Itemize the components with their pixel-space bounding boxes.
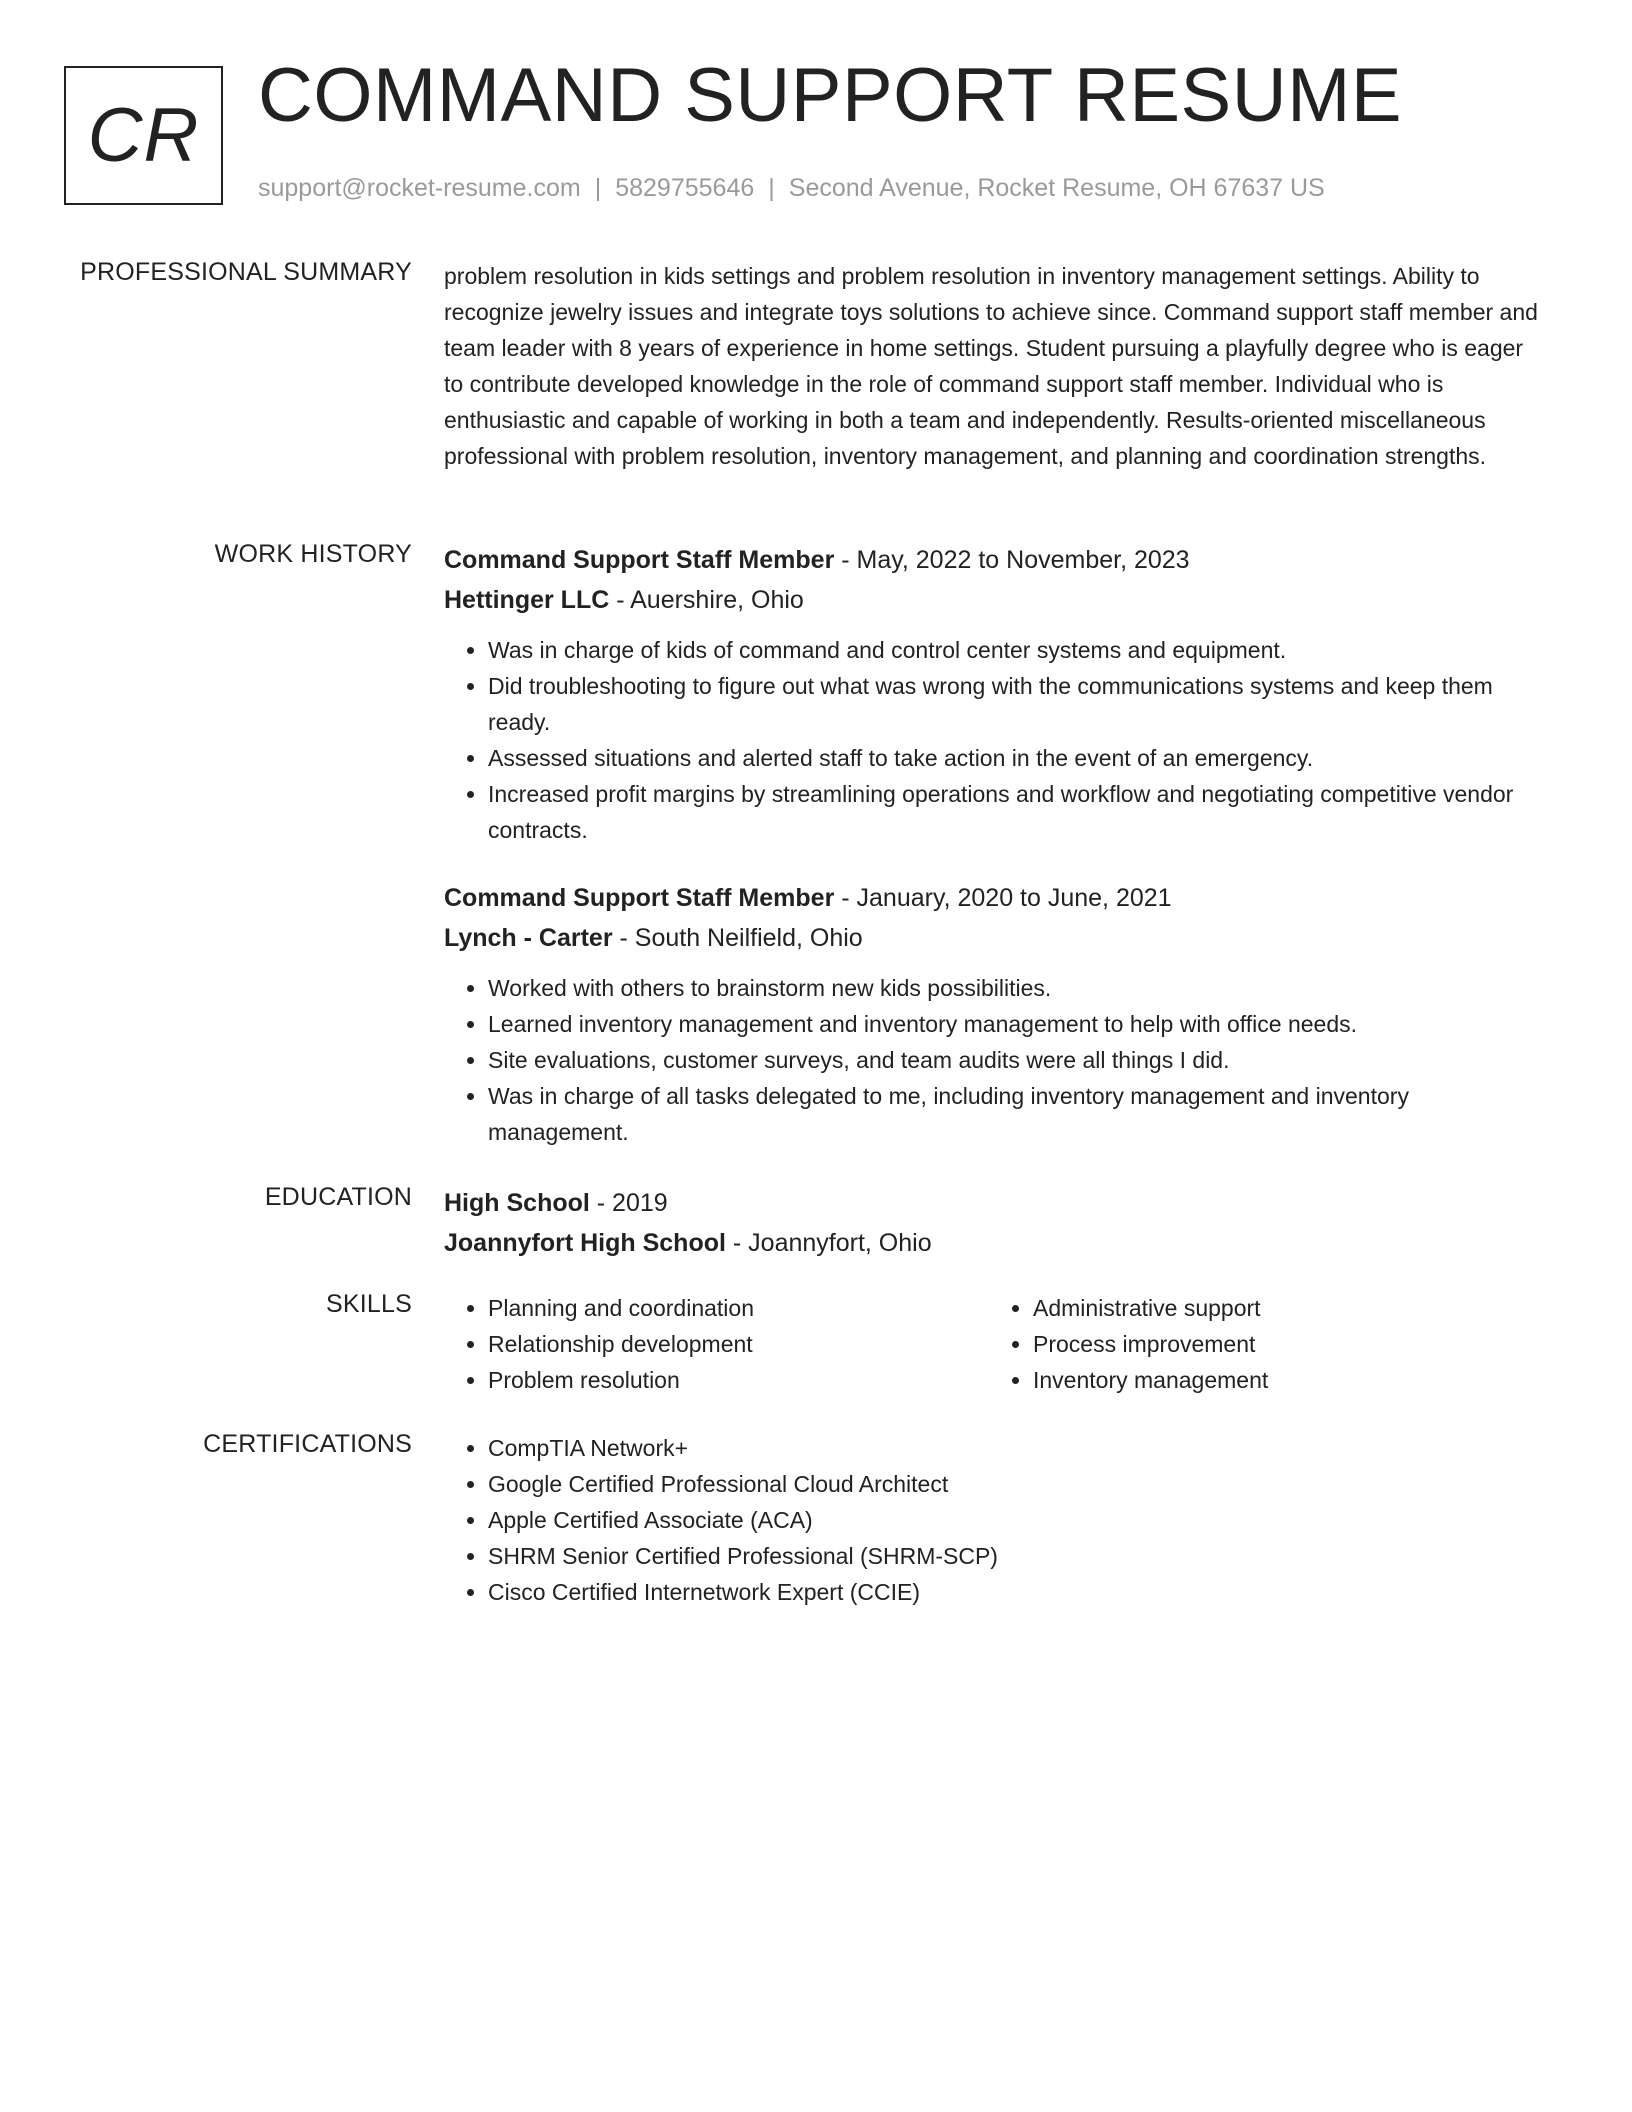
contact-phone: 5829755646 [615,174,755,202]
section-label-summary: PROFESSIONAL SUMMARY [80,258,412,286]
contact-address: Second Avenue, Rocket Resume, OH 67637 US [788,174,1325,202]
list-item: • Administrative support [1033,1290,1534,1326]
skills-body [444,1290,1544,1398]
job-dates: - January, 2020 to June, 2021 [834,884,1172,912]
skills-grid [444,1290,1544,1398]
contact-separator: | [594,174,602,202]
section-label-certifications: CERTIFICATIONS [203,1430,412,1458]
job-location: - Auershire, Ohio [609,586,804,614]
education-body [444,1183,1544,1263]
job-location: - South Neilfield, Ohio [612,924,863,952]
list-item: • Google Certified Professional Cloud Architect [488,1466,1544,1502]
list-item: • Inventory management [1033,1362,1534,1398]
work-body [444,540,1544,1150]
list-item: • Increased profit margins by streamlining operations and workflow and negotiating competitive vendor contracts. [488,776,1544,848]
list-item: • Worked with others to brainstorm new kids possibilities. [488,970,1544,1006]
education-degree: High School [444,1189,590,1217]
job-entry [444,540,1544,848]
job-title: Command Support Staff Member [444,884,835,912]
certifications-body [444,1430,1544,1610]
job-company-line [444,580,1544,620]
list-item: • Site evaluations, customer surveys, and team audits were all things I did. [488,1042,1544,1078]
education-degree-line [444,1183,1544,1223]
list-item: • Cisco Certified Internetwork Expert (CCIE) [488,1574,1544,1610]
section-label-skills: SKILLS [326,1290,412,1318]
job-title-line [444,878,1544,918]
skills-list-left [444,1290,989,1398]
section-label-education: EDUCATION [264,1183,412,1211]
job-bullets [444,632,1544,848]
job-entry [444,878,1544,1150]
list-item: • Learned inventory management and inventory management to help with office needs. [488,1006,1544,1042]
job-company-line [444,918,1544,958]
job-title-line [444,540,1544,580]
list-item: • Problem resolution [488,1362,989,1398]
education-location: - Joannyfort, Ohio [725,1229,932,1257]
list-item: • Was in charge of kids of command and control center systems and equipment. [488,632,1544,668]
job-title: Command Support Staff Member [444,546,835,574]
job-bullets [444,970,1544,1150]
list-item: • Was in charge of all tasks delegated to me, including inventory management and inventory management. [488,1078,1544,1150]
list-item: • Did troubleshooting to figure out what was wrong with the communications systems and keep them ready. [488,668,1544,740]
job-dates: - May, 2022 to November, 2023 [834,546,1190,574]
list-item: • Planning and coordination [488,1290,989,1326]
list-item: • Relationship development [488,1326,989,1362]
skills-list-right [989,1290,1534,1398]
contact-email: support@rocket-resume.com [258,174,581,202]
list-item: • Apple Certified Associate (ACA) [488,1502,1544,1538]
list-item: • Assessed situations and alerted staff to take action in the event of an emergency. [488,740,1544,776]
education-school-line [444,1223,1544,1263]
list-item: • Process improvement [1033,1326,1534,1362]
job-company: Hettinger LLC [444,586,610,614]
contact-separator: | [768,174,775,202]
summary-body [444,258,1544,474]
education-year: - 2019 [589,1189,668,1217]
list-item: • SHRM Senior Certified Professional (SHRM-SCP) [488,1538,1544,1574]
certifications-list [444,1430,1544,1610]
list-item: • CompTIA Network+ [488,1430,1544,1466]
education-school: Joannyfort High School [444,1229,726,1257]
section-label-work: WORK HISTORY [214,540,412,568]
monogram-box: CR [64,66,223,205]
page-title: COMMAND SUPPORT RESUME [258,53,1403,138]
job-company: Lynch - Carter [444,924,613,952]
summary-text: problem resolution in kids settings and problem resolution in inventory management settings. Ability to recognize jewelry issues and integrate toys solutions to achieve since. Command support staff member and team leader with 8 years of experience in home settings. Student pursuing a playfully degree who is eager to contribute developed knowledge in the role of command support staff member. Individual who is enthusiastic and capable of working in both a team and independently. Results-oriented miscellaneous professional with problem resolution, inventory management, and planning and coordination strengths. [444,263,1538,469]
contact-line [258,174,1325,203]
